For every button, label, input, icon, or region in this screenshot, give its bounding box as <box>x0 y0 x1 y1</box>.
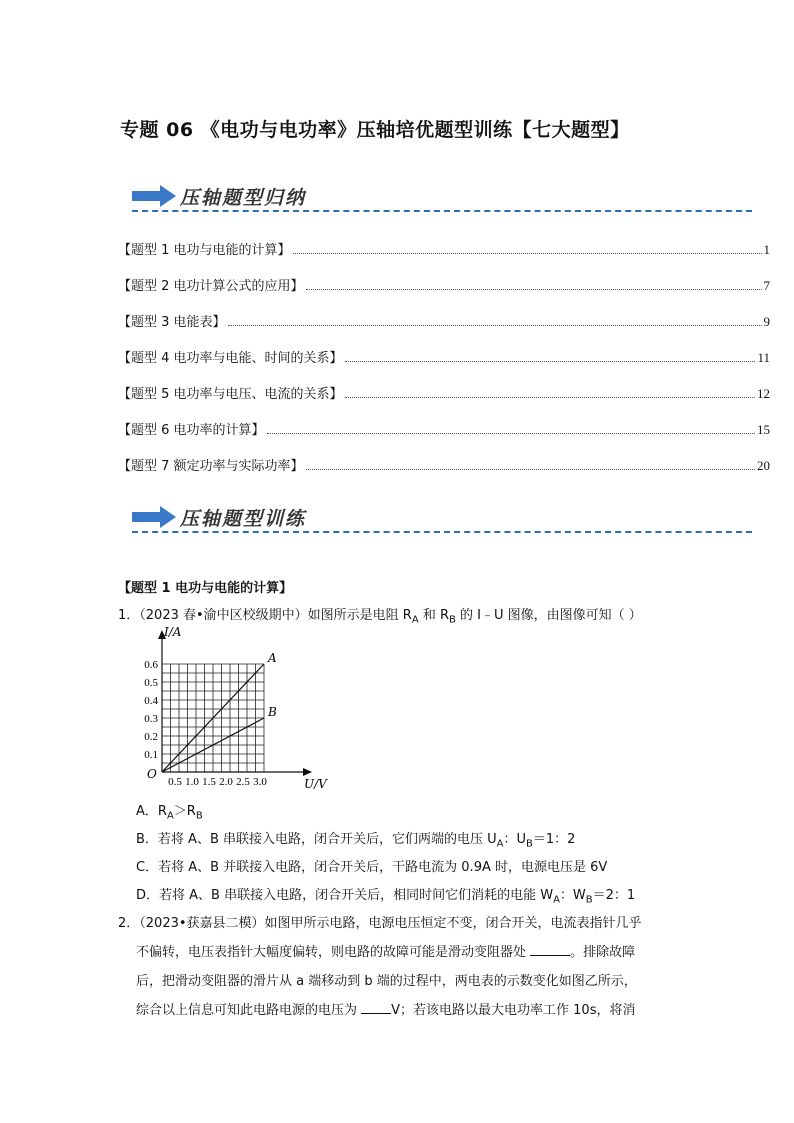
banner-label: 压轴题型归纳 <box>180 187 307 209</box>
iu-graph <box>140 624 340 794</box>
toc-item[interactable]: 【题型 4 电功率与电能、时间的关系】 11 <box>118 350 770 366</box>
series-label-a: A <box>268 651 277 665</box>
section-banner-summary <box>132 183 752 213</box>
x-tick-label: 3.0 <box>253 776 267 788</box>
arrow-right-icon <box>132 185 176 207</box>
toc-item[interactable]: 【题型 2 电功计算公式的应用】 7 <box>118 278 770 294</box>
answer-blank[interactable] <box>361 1001 391 1014</box>
page-title: 专题 06 《电功与电功率》压轴培优题型训练【七大题型】 <box>120 119 630 141</box>
x-axis-arrow <box>303 768 312 776</box>
banner-divider <box>132 531 752 533</box>
y-tick-label: 0.1 <box>144 749 158 761</box>
question-2-line: 不偏转，电压表指针大幅度偏转，则电路的故障可能是滑动变阻器处 。排除故障 <box>136 945 636 960</box>
question-2-line: 2．（2023•获嘉县二模）如图甲所示电路，电源电压恒定不变，闭合开关，电流表指针几乎 <box>118 916 642 931</box>
y-tick-label: 0.6 <box>144 659 158 671</box>
y-tick-label: 0.3 <box>144 713 158 725</box>
banner-label: 压轴题型训练 <box>180 508 307 530</box>
answer-blank[interactable] <box>530 943 570 956</box>
x-axis-label: U/V <box>304 777 327 791</box>
toc-item[interactable]: 【题型 7 额定功率与实际功率】 20 <box>118 458 770 474</box>
x-tick-label: 1.5 <box>202 776 216 788</box>
toc-item[interactable]: 【题型 1 电功与电能的计算】 1 <box>118 242 770 258</box>
toc-item[interactable]: 【题型 5 电功率与电压、电流的关系】 12 <box>118 386 770 402</box>
y-tick-label: 0.5 <box>144 677 158 689</box>
x-tick-label: 0.5 <box>168 776 182 788</box>
origin-label: O <box>147 767 157 781</box>
question-2-line: 综合以上信息可知此电路电源的电压为 V；若该电路以最大电功率工作 10s，将消 <box>136 1003 636 1018</box>
toc-item[interactable]: 【题型 6 电功率的计算】 15 <box>118 422 770 438</box>
y-axis-label: I/A <box>164 625 182 639</box>
y-tick-label: 0.4 <box>144 695 158 707</box>
series-label-b: B <box>268 705 277 719</box>
banner-divider <box>132 210 752 212</box>
x-tick-label: 2.5 <box>236 776 250 788</box>
x-tick-label: 1.0 <box>185 776 199 788</box>
question-1-stem: 1．（2023 春•渝中区校级期中）如图所示是电阻 $R_A$ 和 $R_B$ 的 I﹣U 图像，由图像可知（ ） <box>118 608 642 626</box>
toc-item[interactable]: 【题型 3 电能表】 9 <box>118 314 770 330</box>
option-c[interactable]: C．若将 A、B 并联接入电路，闭合开关后，干路电流为 0.9A 时，电源电压是 6V <box>136 860 608 875</box>
y-tick-label: 0.2 <box>144 731 158 743</box>
x-tick-label: 2.0 <box>219 776 233 788</box>
question-2-line: 后，把滑动变阻器的滑片从 a 端移动到 b 端的过程中，两电表的示数变化如图乙所示， <box>136 974 637 989</box>
option-d[interactable]: D．若将 A、B 串联接入电路，闭合开关后，相同时间它们消耗的电能 $W_A$：$W_B=2$：1 <box>136 888 636 906</box>
option-a[interactable]: A．$R_A>R_B$ <box>136 804 203 822</box>
option-b[interactable]: B．若将 A、B 串联接入电路，闭合开关后，它们两端的电压 $U_A$：$U_B=1$：2 <box>136 832 576 850</box>
section-heading: 【题型 1 电功与电能的计算】 <box>118 581 293 596</box>
section-banner-training <box>132 504 752 534</box>
arrow-right-icon <box>132 506 176 528</box>
